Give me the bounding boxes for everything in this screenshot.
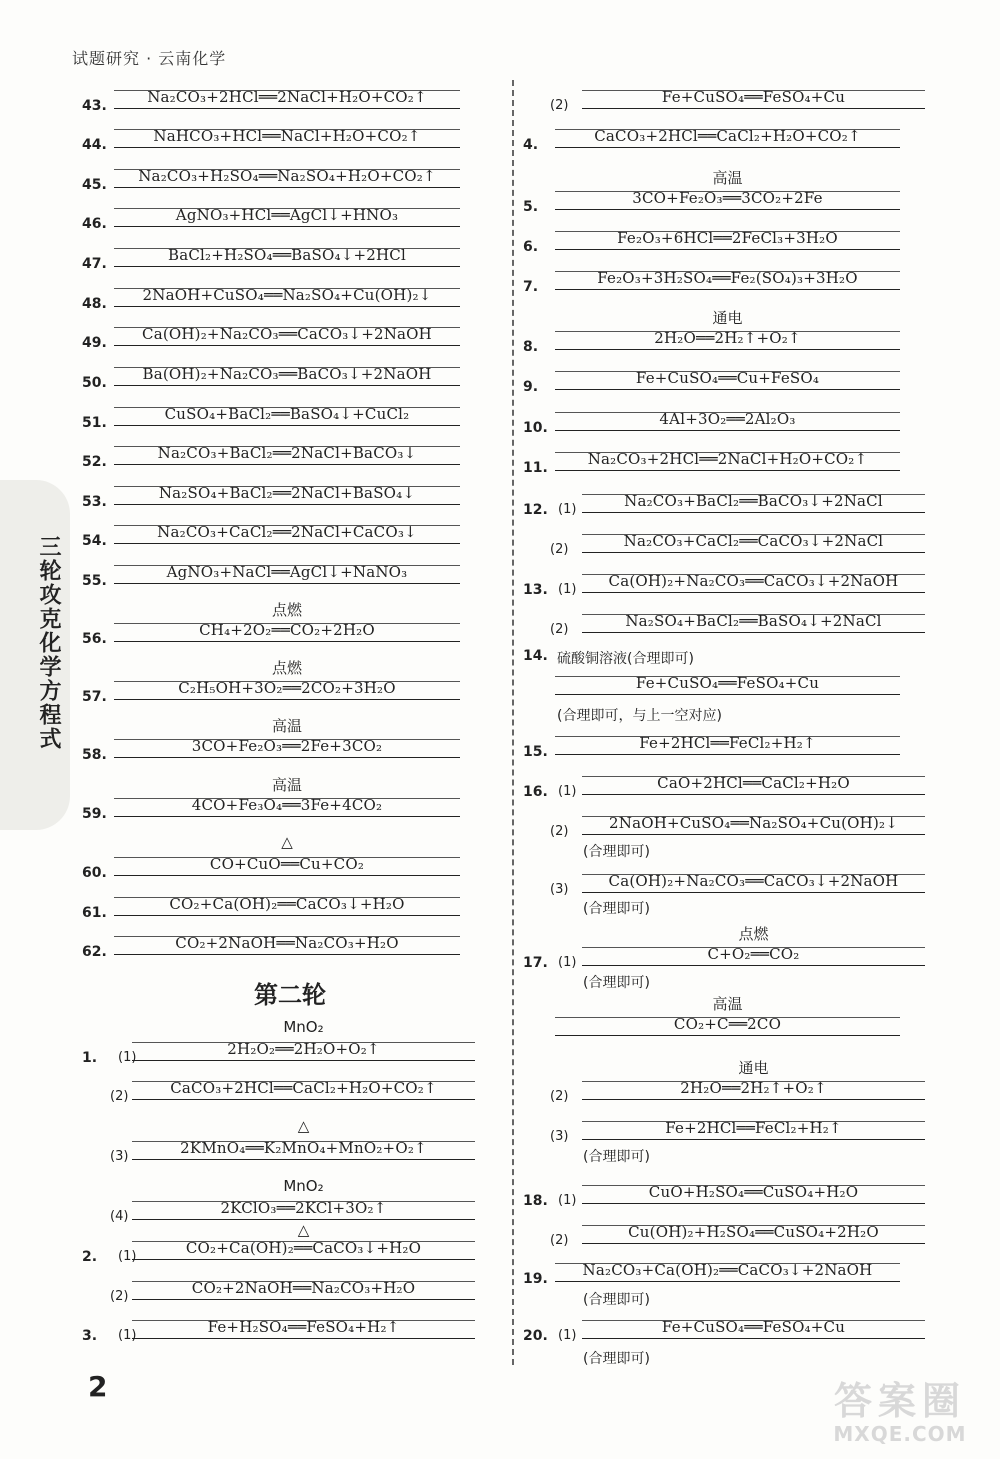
chemical-equation: CO₂+2NaOH══Na₂CO₃+H₂O xyxy=(191,1279,416,1297)
sub-question-label: (2) xyxy=(110,1289,129,1304)
question-number: 11. xyxy=(523,460,548,476)
chemical-equation: Na₂CO₃+CaCl₂══CaCO₃↓+2NaCl xyxy=(623,532,884,550)
reaction-condition-below: △ xyxy=(297,1221,310,1239)
chemical-equation: CuSO₄+BaCl₂══BaSO₄↓+CuCl₂ xyxy=(164,405,410,423)
sub-question-label: (1) xyxy=(118,1050,137,1065)
question-number: 9. xyxy=(523,379,539,395)
reaction-condition: 高温 xyxy=(712,169,743,187)
chemical-equation: Na₂CO₃+BaCl₂══2NaCl+BaCO₃↓ xyxy=(157,444,417,462)
right-equation-row xyxy=(0,672,1000,706)
reaction-condition: 通电 xyxy=(712,309,743,327)
question-number: 10. xyxy=(523,420,548,436)
answer-note: (合理即可) xyxy=(583,975,650,991)
answer-line xyxy=(555,672,900,695)
reaction-condition: △ xyxy=(281,833,293,851)
chemical-equation: 2H₂O══2H₂↑+O₂↑ xyxy=(654,329,801,347)
chemical-equation: AgNO₃+HCl══AgCl↓+HNO₃ xyxy=(175,206,399,224)
reaction-condition: 通电 xyxy=(738,1059,769,1077)
answer-line xyxy=(555,448,900,471)
chemical-equation: CO₂+Ca(OH)₂══CaCO₃↓+H₂O xyxy=(185,1239,422,1257)
answer-line xyxy=(582,1117,925,1140)
question-number: 5. xyxy=(523,199,539,215)
question-number: 57. xyxy=(82,689,107,705)
side-title: 三轮攻克化学方程式 xyxy=(36,535,61,751)
page-number: 2 xyxy=(88,1370,108,1403)
chemical-equation: Na₂CO₃+BaCl₂══BaCO₃↓+2NaCl xyxy=(624,492,883,510)
answer-note: (合理即可，与上一空对应) xyxy=(557,708,722,724)
chemical-equation: Cu(OH)₂+H₂SO₄══CuSO₄+2H₂O xyxy=(628,1223,879,1241)
chemical-equation: CaCO₃+2HCl══CaCl₂+H₂O+CO₂↑ xyxy=(594,127,861,145)
question-number: 61. xyxy=(82,905,107,921)
question-number: 55. xyxy=(82,573,107,589)
question-number: 56. xyxy=(82,631,107,647)
reaction-condition: MnO₂ xyxy=(283,1018,324,1036)
chemical-equation: 3CO+Fe₂O₃══3CO₂+2Fe xyxy=(632,189,823,207)
sub-question-label: (2) xyxy=(550,98,569,113)
sub-question-label: (3) xyxy=(550,882,569,897)
answer-line xyxy=(555,169,900,210)
chemical-equation: CaCO₃+2HCl══CaCl₂+H₂O+CO₂↑ xyxy=(170,1079,437,1097)
page-header: 试题研究 · 云南化学 xyxy=(72,49,227,68)
reaction-condition: 高温 xyxy=(271,776,302,794)
right-equation-row xyxy=(0,1316,1000,1350)
question-number: 3. xyxy=(82,1328,98,1344)
right-equation-row xyxy=(0,367,1000,401)
question-number: 44. xyxy=(82,137,107,153)
answer-line xyxy=(582,1181,925,1204)
chemical-equation: 2KClO₃══2KCl+3O₂↑ xyxy=(220,1199,387,1217)
answer-line xyxy=(555,125,900,148)
question-number: 8. xyxy=(523,339,539,355)
answer-note: 硫酸铜溶液(合理即可) xyxy=(557,651,694,667)
chemical-equation: Fe+CuSO₄══FeSO₄+Cu xyxy=(661,1318,846,1336)
question-number: 51. xyxy=(82,415,107,431)
question-number: 6. xyxy=(523,239,539,255)
right-equation-row xyxy=(0,86,1000,120)
sub-question-label: (1) xyxy=(558,784,577,799)
question-number: 12. xyxy=(523,502,548,518)
question-number: 58. xyxy=(82,747,107,763)
question-number: 16. xyxy=(523,784,548,800)
chemical-equation: Na₂SO₄+BaCl₂══BaSO₄↓+2NaCl xyxy=(625,612,882,630)
answer-line xyxy=(582,1316,925,1339)
sub-question-label: (3) xyxy=(110,1149,129,1164)
chemical-equation: 2H₂O══2H₂↑+O₂↑ xyxy=(680,1079,827,1097)
sub-question-label: (1) xyxy=(558,1328,577,1343)
sub-question-label: (1) xyxy=(558,1193,577,1208)
chemical-equation: AgNO₃+NaCl══AgCl↓+NaNO₃ xyxy=(166,563,408,581)
chemical-equation: CaO+2HCl══CaCl₂+H₂O xyxy=(657,774,850,792)
chemical-equation: Na₂CO₃+CaCl₂══2NaCl+CaCO₃↓ xyxy=(157,523,417,541)
chemical-equation: CH₄+2O₂══CO₂+2H₂O xyxy=(199,621,375,639)
chemical-equation: 4CO+Fe₃O₄══3Fe+4CO₂ xyxy=(191,796,383,814)
question-number: 59. xyxy=(82,806,107,822)
answer-line xyxy=(582,772,925,795)
sub-question-label: (1) xyxy=(558,582,577,597)
sub-question-label: (1) xyxy=(118,1328,137,1343)
question-number: 46. xyxy=(82,216,107,232)
chemical-equation: Ca(OH)₂+Na₂CO₃══CaCO₃↓+2NaOH xyxy=(608,572,899,590)
chemical-equation: Na₂CO₃+Ca(OH)₂══CaCO₃↓+2NaOH xyxy=(582,1261,873,1279)
answer-line xyxy=(582,530,925,553)
answer-note: (合理即可) xyxy=(583,1292,650,1308)
right-equation-row xyxy=(0,1259,1000,1293)
section-title: 第二轮 xyxy=(254,981,326,1009)
chemical-equation: CO₂+2NaOH══Na₂CO₃+H₂O xyxy=(175,934,399,952)
answer-line xyxy=(555,309,900,350)
sub-question-label: (1) xyxy=(558,502,577,517)
sub-question-label: (2) xyxy=(550,542,569,557)
sub-question-label: (3) xyxy=(550,1129,569,1144)
chemical-equation: 3CO+Fe₂O₃══2Fe+3CO₂ xyxy=(191,737,383,755)
sub-question-label: (4) xyxy=(110,1209,129,1224)
chemical-equation: 2KMnO₄══K₂MnO₄+MnO₂+O₂↑ xyxy=(180,1139,427,1157)
right-equation-row xyxy=(0,732,1000,766)
chemical-equation: Na₂CO₃+2HCl══2NaCl+H₂O+CO₂↑ xyxy=(147,88,427,106)
question-number: 2. xyxy=(82,1249,98,1265)
question-number: 17. xyxy=(523,955,548,971)
right-equation-row xyxy=(0,448,1000,482)
watermark-line2: MXQE.COM xyxy=(833,1422,967,1446)
question-number: 7. xyxy=(523,279,539,295)
question-number: 53. xyxy=(82,494,107,510)
question-number: 60. xyxy=(82,865,107,881)
answer-line xyxy=(555,408,900,431)
right-equation-row xyxy=(0,570,1000,604)
chemical-equation: 2H₂O₂══2H₂O+O₂↑ xyxy=(227,1040,380,1058)
right-equation-row xyxy=(0,1059,1000,1111)
answer-line xyxy=(555,367,900,390)
chemical-equation: 2NaOH+CuSO₄══Na₂SO₄+Cu(OH)₂↓ xyxy=(142,286,432,304)
right-equation-row xyxy=(0,530,1000,564)
reaction-condition: 点燃 xyxy=(271,659,302,677)
chemical-equation: Ca(OH)₂+Na₂CO₃══CaCO₃↓+2NaOH xyxy=(608,872,899,890)
right-equation-row xyxy=(0,610,1000,644)
chemical-equation: NaHCO₃+HCl══NaCl+H₂O+CO₂↑ xyxy=(153,127,421,145)
reaction-condition: 高温 xyxy=(271,717,302,735)
watermark-logo xyxy=(815,1380,985,1446)
right-equation-row xyxy=(0,1221,1000,1255)
answer-line xyxy=(582,870,925,893)
question-number: 54. xyxy=(82,533,107,549)
question-number: 20. xyxy=(523,1328,548,1344)
answer-note: (合理即可) xyxy=(583,1351,650,1367)
right-equation-row xyxy=(0,227,1000,261)
chemical-equation: Fe+H₂SO₄══FeSO₄+H₂↑ xyxy=(207,1318,400,1336)
question-number: 52. xyxy=(82,454,107,470)
question-number: 62. xyxy=(82,944,107,960)
reaction-condition: 点燃 xyxy=(271,601,302,619)
sub-question-label: (2) xyxy=(550,622,569,637)
answer-line xyxy=(555,267,900,290)
right-equation-row xyxy=(0,812,1000,846)
answer-note: (合理即可) xyxy=(583,844,650,860)
chemical-equation: CO₂+C══2CO xyxy=(673,1015,782,1033)
answer-line xyxy=(555,1259,900,1282)
chemical-equation: Na₂SO₄+BaCl₂══2NaCl+BaSO₄↓ xyxy=(158,484,416,502)
sub-question-label: (2) xyxy=(110,1089,129,1104)
answer-note: (合理即可) xyxy=(583,1149,650,1165)
chemical-equation: Fe+CuSO₄══Cu+FeSO₄ xyxy=(635,369,820,387)
sub-question-label: (1) xyxy=(118,1249,137,1264)
answer-line xyxy=(582,1221,925,1244)
chemical-equation: C+O₂══CO₂ xyxy=(707,945,800,963)
chemical-equation: Fe+2HCl══FeCl₂+H₂↑ xyxy=(665,1119,842,1137)
answer-note: (合理即可) xyxy=(583,901,650,917)
answer-line xyxy=(555,732,900,755)
sub-question-label: (2) xyxy=(550,1089,569,1104)
question-number: 14. xyxy=(523,648,548,664)
answer-line xyxy=(114,165,460,188)
question-number: 1. xyxy=(82,1050,98,1066)
right-equation-row xyxy=(0,1181,1000,1215)
right-equation-row xyxy=(0,408,1000,442)
answer-line xyxy=(555,995,900,1036)
question-number: 18. xyxy=(523,1193,548,1209)
right-equation-row xyxy=(0,125,1000,159)
chemical-equation: 2NaOH+CuSO₄══Na₂SO₄+Cu(OH)₂↓ xyxy=(609,814,898,832)
answer-line xyxy=(582,812,925,835)
chemical-equation: CuO+H₂SO₄══CuSO₄+H₂O xyxy=(648,1183,859,1201)
right-equation-row xyxy=(0,309,1000,361)
reaction-condition: △ xyxy=(297,1117,310,1135)
right-equation-row xyxy=(0,772,1000,806)
reaction-condition: MnO₂ xyxy=(283,1177,324,1195)
question-number: 45. xyxy=(82,177,107,193)
chemical-equation: Na₂CO₃+2HCl══2NaCl+H₂O+CO₂↑ xyxy=(587,450,868,468)
watermark-line1: 答案圈 xyxy=(833,1379,966,1423)
chemical-equation: Na₂CO₃+H₂SO₄══Na₂SO₄+H₂O+CO₂↑ xyxy=(138,167,436,185)
chemical-equation: Fe₂O₃+3H₂SO₄══Fe₂(SO₄)₃+3H₂O xyxy=(597,269,858,287)
answer-line xyxy=(582,86,925,109)
chemical-equation: Ba(OH)₂+Na₂CO₃══BaCO₃↓+2NaOH xyxy=(142,365,432,383)
answer-line xyxy=(582,570,925,593)
question-number: 43. xyxy=(82,98,107,114)
answer-line xyxy=(555,227,900,250)
sub-question-label: (2) xyxy=(550,1233,569,1248)
question-number: 15. xyxy=(523,744,548,760)
sub-question-label: (2) xyxy=(550,824,569,839)
chemical-equation: Fe+CuSO₄══FeSO₄+Cu xyxy=(635,674,820,692)
answer-line xyxy=(582,610,925,633)
answer-line xyxy=(582,1059,925,1100)
answer-line xyxy=(582,925,925,966)
right-equation-row xyxy=(0,490,1000,524)
question-number: 47. xyxy=(82,256,107,272)
question-number: 50. xyxy=(82,375,107,391)
chemical-equation: Fe₂O₃+6HCl══2FeCl₃+3H₂O xyxy=(617,229,838,247)
chemical-equation: C₂H₅OH+3O₂══2CO₂+3H₂O xyxy=(178,679,396,697)
question-number: 13. xyxy=(523,582,548,598)
reaction-condition: 高温 xyxy=(712,995,743,1013)
chemical-equation: Fe+CuSO₄══FeSO₄+Cu xyxy=(661,88,846,106)
right-equation-row xyxy=(0,925,1000,977)
chemical-equation: CO₂+Ca(OH)₂══CaCO₃↓+H₂O xyxy=(169,895,405,913)
question-number: 49. xyxy=(82,335,107,351)
chemical-equation: 4Al+3O₂══2Al₂O₃ xyxy=(659,410,796,428)
sub-question-label: (1) xyxy=(558,955,577,970)
chemical-equation: BaCl₂+H₂SO₄══BaSO₄↓+2HCl xyxy=(168,246,406,264)
question-number: 48. xyxy=(82,296,107,312)
question-number: 4. xyxy=(523,137,539,153)
answer-line xyxy=(582,490,925,513)
right-equation-row xyxy=(0,870,1000,904)
chemical-equation: Ca(OH)₂+Na₂CO₃══CaCO₃↓+2NaOH xyxy=(142,325,432,343)
reaction-condition: 点燃 xyxy=(738,925,769,943)
chemical-equation: Fe+2HCl══FeCl₂+H₂↑ xyxy=(639,734,816,752)
right-equation-row xyxy=(0,1117,1000,1151)
question-number: 19. xyxy=(523,1271,548,1287)
right-equation-row xyxy=(0,267,1000,301)
chemical-equation: CO+CuO══Cu+CO₂ xyxy=(209,855,365,873)
